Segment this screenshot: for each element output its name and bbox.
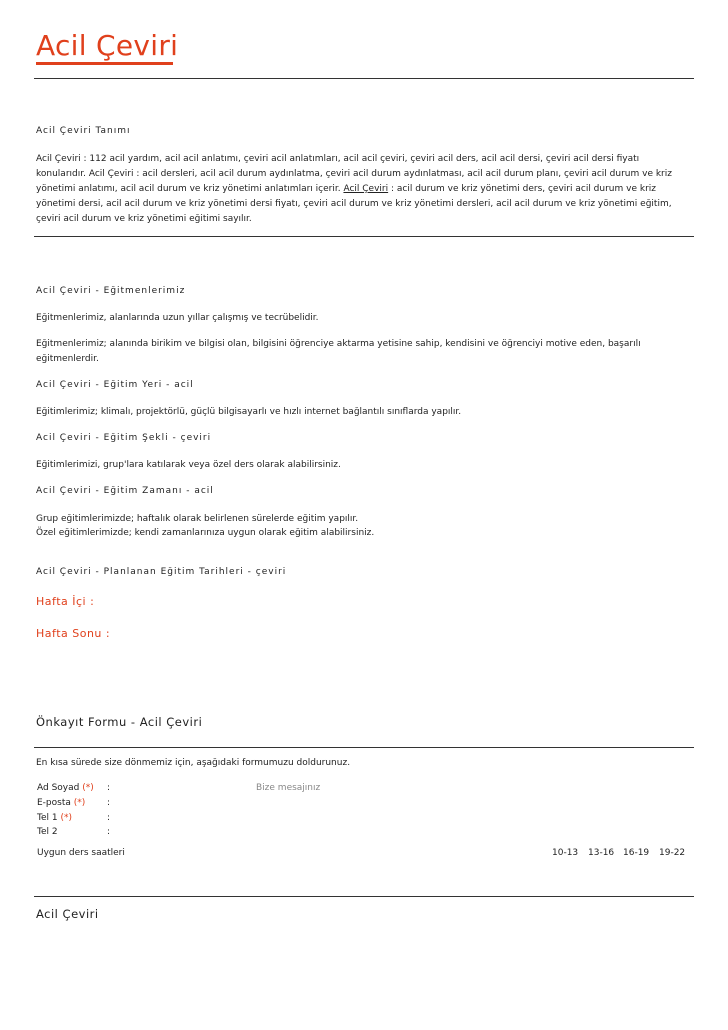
definition-line: konularıdır. Acil Çeviri : acil dersleri, acil acil durum aydınlatma, çeviri acil durum aydınlatması, acil acil durum planı, çeviri acil durum ve kriz	[36, 169, 672, 179]
name-label: Ad Soyad (*)	[37, 783, 94, 793]
definition-line: Acil Çeviri : 112 acil yardım, acil acil anlatımı, çeviri acil anlatımları, acil acil çeviri, çeviri acil ders, acil acil dersi, çeviri acil dersi fiyatı	[36, 154, 640, 164]
form-intro: En kısa sürede size dönmemiz için, aşağıdaki formumuzu doldurunuz.	[36, 758, 351, 768]
format-heading: Acil Çeviri - Eğitim Şekli - çeviri	[36, 433, 212, 443]
time-line: Özel eğitimlerimizde; kendi zamanlarınıza uygun olarak eğitim alabilirsiniz.	[36, 528, 375, 538]
hours-label: Uygun ders saatleri	[37, 848, 125, 858]
divider	[34, 78, 694, 79]
title-underline	[36, 62, 173, 65]
definition-line: çeviri acil durum ve kriz yönetimi eğitimi sayılır.	[36, 214, 252, 224]
place-heading: Acil Çeviri - Eğitim Yeri - acil	[36, 380, 194, 390]
place-text: Eğitimlerimiz; klimalı, projektörlü, güçlü bilgisayarlı ve hızlı internet bağlantılı sınıflarda yapılır.	[36, 407, 462, 417]
page-title: Acil Çeviri	[36, 29, 179, 62]
tel1-label: Tel 1 (*)	[37, 813, 72, 823]
hour-option[interactable]: 13-16	[588, 848, 615, 858]
definition-text: yönetimi anlatımı, acil acil durum ve kriz yönetimi anlatımları içerir.	[36, 184, 341, 194]
format-text: Eğitimlerimizi, grup'lara katılarak veya özel ders olarak alabilirsiniz.	[36, 460, 341, 470]
divider	[34, 236, 694, 237]
required-mark: (*)	[60, 813, 72, 823]
email-label: E-posta (*)	[37, 798, 86, 808]
form-heading: Önkayıt Formu - Acil Çeviri	[36, 715, 203, 729]
planned-heading: Acil Çeviri - Planlanan Eğitim Tarihleri - çeviri	[36, 567, 287, 577]
required-mark: (*)	[73, 798, 86, 808]
colon: :	[107, 813, 111, 823]
time-heading: Acil Çeviri - Eğitim Zamanı - acil	[36, 486, 214, 496]
definition-text: : acil durum ve kriz yönetimi ders, çeviri acil durum ve kriz	[391, 184, 656, 194]
divider	[34, 896, 694, 897]
trainers-p2-line: Eğitmenlerimiz; alanında birikim ve bilgisi olan, bilgisini öğrenciye aktarma yetisine sahip, kendisini ve öğrenciyi motive eden, başarılı	[36, 339, 641, 349]
weekday-label: Hafta İçi :	[36, 595, 95, 608]
colon: :	[107, 827, 111, 837]
tel2-label: Tel 2	[37, 827, 58, 837]
required-mark: (*)	[82, 783, 94, 793]
trainers-p1: Eğitmenlerimiz, alanlarında uzun yıllar çalışmış ve tecrübelidir.	[36, 313, 319, 323]
trainers-heading: Acil Çeviri - Eğitmenlerimiz	[36, 286, 186, 296]
time-text	[36, 512, 692, 540]
trainers-p2	[36, 337, 692, 367]
definition-line	[36, 182, 692, 197]
colon: :	[107, 783, 111, 793]
hour-option[interactable]: 19-22	[659, 848, 686, 858]
definition-paragraph	[36, 152, 692, 227]
footer-title: Acil Çeviri	[36, 907, 99, 921]
divider	[34, 747, 694, 748]
definition-heading: Acil Çeviri Tanımı	[36, 126, 131, 136]
definition-line: yönetimi dersi, acil acil durum ve kriz yönetimi dersi fiyatı, çeviri acil durum ve kriz yönetimi dersleri, acil acil durum ve kriz yönetimi eğitim,	[36, 199, 672, 209]
colon: :	[107, 798, 111, 808]
message-input[interactable]: Bize mesajınız	[256, 783, 321, 793]
trainers-p2-line: eğitmenlerdir.	[36, 354, 99, 364]
acil-ceviri-link[interactable]: Acil Çeviri	[343, 184, 389, 194]
time-line: Grup eğitimlerimizde; haftalık olarak belirlenen sürelerde eğitim yapılır.	[36, 514, 359, 524]
hour-option[interactable]: 10-13	[552, 848, 579, 858]
weekend-label: Hafta Sonu :	[36, 627, 111, 640]
hour-option[interactable]: 16-19	[623, 848, 650, 858]
